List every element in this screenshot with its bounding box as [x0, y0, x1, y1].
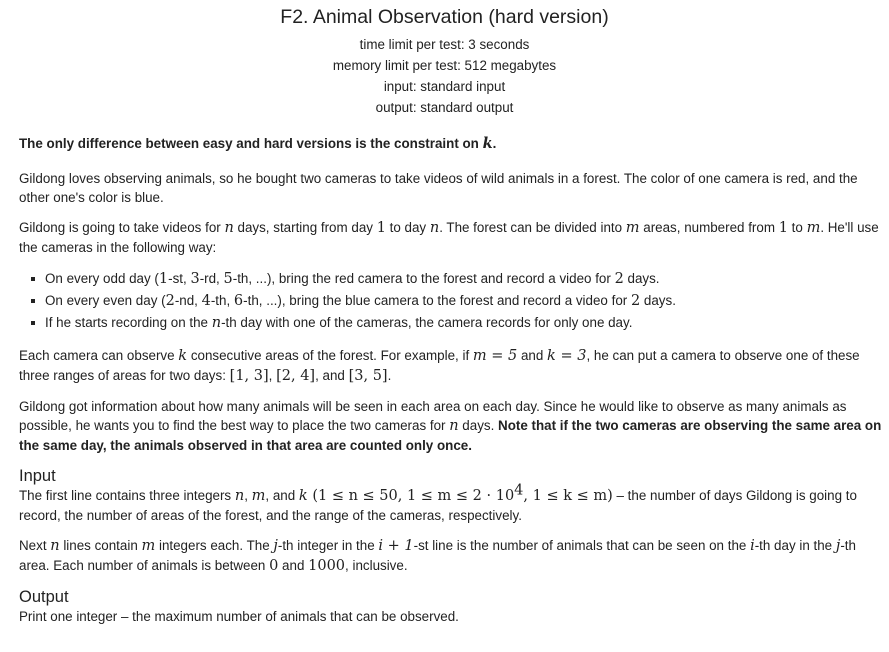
problem-header — [0, 0, 889, 118]
input-line-2: Next n lines contain m integers each. The j-th integer in the i + 1-st line is the number of animals that can be seen on the i-th day in the j-th area. Each number of animals is between 0 and 1000, inclusive. — [19, 538, 856, 574]
time-limit: time limit per test: 3 seconds — [359, 37, 530, 52]
input-file: input: standard input — [383, 79, 506, 94]
rule-odd-day: On every odd day (1-st, 3-rd, 5-th, ...), bring the red camera to the forest and record a video for 2 days. — [45, 268, 883, 290]
statement-paragraph-1: Gildong loves observing animals, so he bought two cameras to take videos of wild animals in a forest. The color of one camera is red, and the other one's color is blue. — [19, 171, 858, 205]
output-section-title: Output — [19, 588, 69, 606]
problem-statement — [19, 134, 883, 626]
camera-rules-list — [19, 268, 883, 334]
rule-last-day: If he starts recording on the n-th day with one of the cameras, the camera records for only one day. — [45, 312, 883, 334]
input-line-1: The first line contains three integers n, m, and k (1 ≤ n ≤ 50, $1 \le m \le 2 \cdot 10^4$, 1 ≤ k ≤ m) – the number of days Gildong is going to record, the number of areas of the forest, and the range of the cameras, respectively. — [19, 482, 857, 523]
rule-even-day: On every even day (2-nd, 4-th, 6-th, ...), bring the blue camera to the forest and record a video for 2 days. — [45, 290, 883, 312]
version-difference-note: The only difference between easy and hard versions is the constraint on k. — [19, 135, 497, 152]
input-section-title: Input — [19, 467, 56, 485]
memory-limit: memory limit per test: 512 megabytes — [332, 58, 557, 73]
statement-paragraph-4: Gildong got information about how many animals will be seen in each area on each day. Since he would like to observe as many animals as possible, he wants you to find the best way to place the two cameras for n days. Note that if the two cameras are observing the same area on the same day, the animals observed in that area are counted only once. — [19, 399, 882, 453]
statement-paragraph-2: Gildong is going to take videos for n days, starting from day 1 to day n. The forest can be divided into m areas, numbered from 1 to m. He'll use the cameras in the following way: — [19, 220, 879, 255]
output-file: output: standard output — [375, 100, 514, 115]
output-description: Print one integer – the maximum number of animals that can be observed. — [19, 609, 459, 624]
problem-title: F2. Animal Observation (hard version) — [280, 6, 609, 28]
statement-paragraph-3: Each camera can observe k consecutive areas of the forest. For example, if m = 5 and k = 3, he can put a camera to observe one of these three ranges of areas for two days: [1, 3], [2, 4], and [3, 5]. — [19, 348, 860, 384]
overlap-note: Note that if the two cameras are observing the same area on the same day, the animals observed in that area are counted only once. — [19, 418, 882, 453]
